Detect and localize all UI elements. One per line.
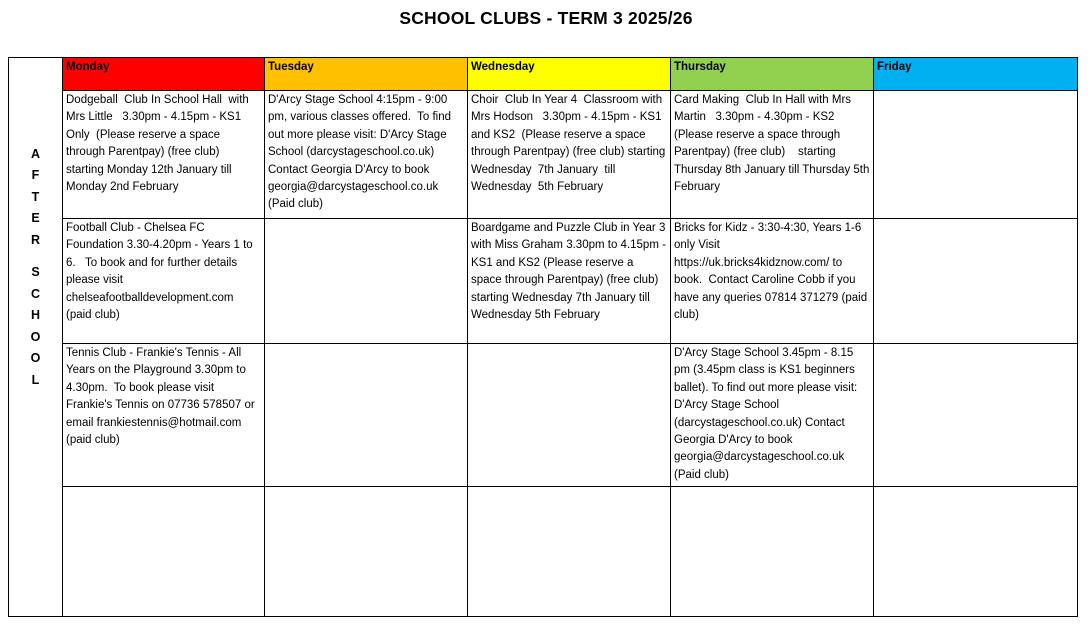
page-title: SCHOOL CLUBS - TERM 3 2025/26 [399, 8, 693, 28]
cell-row3-wednesday-empty [468, 344, 671, 487]
cell-row3-thursday-darcy-stage: D'Arcy Stage School 3.45pm - 8.15 pm (3.45pm class is KS1 beginners ballet). To find out more please visit: D'Arcy Stage School (darcystageschool.co.uk) Contact Georgia D'Arcy to book georgia@darcystageschool.co.uk (Paid club) [671, 344, 874, 487]
cell-row2-monday-football: Football Club - Chelsea FC Foundation 3.30-4.20pm - Years 1 to 6. To book and for further details please visit chelseafootballdevelopment.com (paid club) [63, 219, 265, 344]
cell-row4-tuesday-empty [265, 487, 468, 617]
cell-row3-tuesday-empty [265, 344, 468, 487]
cell-row4-friday-empty [874, 487, 1078, 617]
cell-row1-wednesday-choir: Choir Club In Year 4 Classroom with Mrs Hodson 3.30pm - 4.15pm - KS1 and KS2 (Please reserve a space through Parentpay) (free club) starting Wednesday 7th January till Wednesday 5th February [468, 91, 671, 219]
cell-row2-friday-empty [874, 219, 1078, 344]
day-header-wednesday: Wednesday [468, 58, 671, 91]
day-header-monday: Monday [63, 58, 265, 91]
cell-row4-wednesday-empty [468, 487, 671, 617]
day-header-tuesday: Tuesday [265, 58, 468, 91]
after-school-word-after: AFTER [30, 146, 41, 247]
day-header-thursday: Thursday [671, 58, 874, 91]
cell-row1-tuesday-darcy-stage: D'Arcy Stage School 4:15pm - 9:00 pm, various classes offered. To find out more please visit: D'Arcy Stage School (darcystageschool.co.uk) Contact Georgia D'Arcy to book georgia@darcystageschool.co.uk (Paid club) [265, 91, 468, 219]
cell-row4-monday-empty [63, 487, 265, 617]
cell-row3-friday-empty [874, 344, 1078, 487]
cell-row4-thursday-empty [671, 487, 874, 617]
cell-row3-monday-tennis: Tennis Club - Frankie's Tennis - All Years on the Playground 3.30pm to 4.30pm. To book please visit Frankie's Tennis on 07736 578507 or email frankiestennis@hotmail.com (paid club) [63, 344, 265, 487]
clubs-timetable [8, 57, 1078, 617]
after-school-word-school: SCHOOL [30, 265, 41, 387]
day-header-friday: Friday [874, 58, 1078, 91]
after-school-label [12, 94, 59, 392]
cell-row2-wednesday-boardgame: Boardgame and Puzzle Club in Year 3 with Miss Graham 3.30pm to 4.15pm - KS1 and KS2 (Please reserve a space through Parentpay) (free club) starting Wednesday 7th January till Wednesday 5th February [468, 219, 671, 344]
after-school-side-cell [9, 58, 63, 617]
cell-row2-tuesday-empty [265, 219, 468, 344]
cell-row1-friday-empty [874, 91, 1078, 219]
cell-row2-thursday-bricks4kidz: Bricks for Kidz - 3:30-4:30, Years 1-6 only Visit https://uk.bricks4kidznow.com/ to book. Contact Caroline Cobb if you have any queries 07814 371279 (paid club) [671, 219, 874, 344]
cell-row1-monday-dodgeball: Dodgeball Club In School Hall with Mrs Little 3.30pm - 4.15pm - KS1 Only (Please reserve a space through Parentpay) (free club) starting Monday 12th January till Monday 2nd February [63, 91, 265, 219]
cell-row1-thursday-card-making: Card Making Club In Hall with Mrs Martin 3.30pm - 4.30pm - KS2 (Please reserve a space through Parentpay) (free club) starting Thursday 8th January till Thursday 5th February [671, 91, 874, 219]
